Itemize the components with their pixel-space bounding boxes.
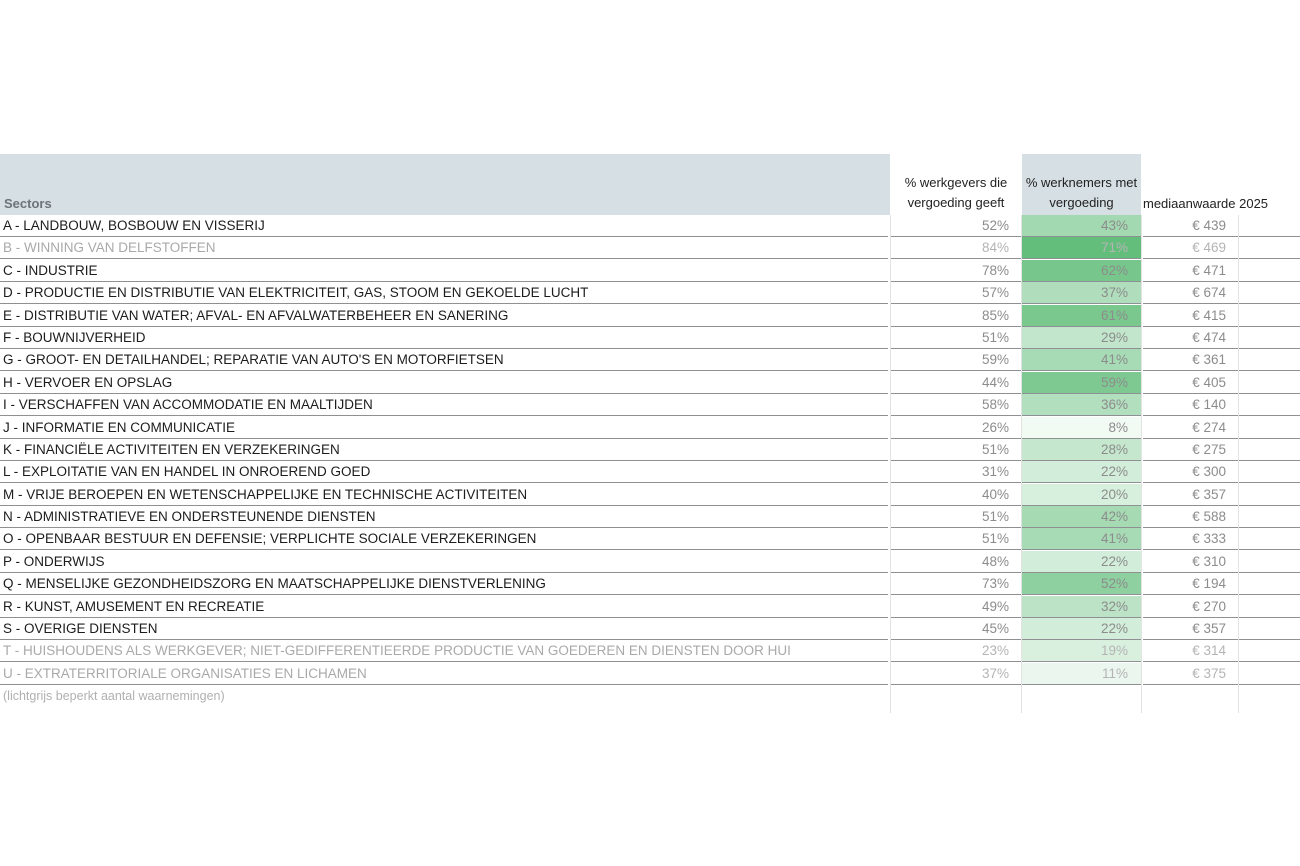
data-table: [0, 154, 1300, 707]
table-row: [0, 260, 1300, 282]
table-row: [0, 663, 1300, 685]
median-value: € 194: [1192, 576, 1226, 592]
sectors-header-background: [0, 154, 890, 215]
table-row: [0, 305, 1300, 327]
sector-name: A - LANDBOUW, BOSBOUW EN VISSERIJ: [3, 218, 265, 233]
employers-pct: 51%: [981, 531, 1009, 547]
sector-name: F - BOUWNIJVERHEID: [3, 329, 146, 345]
employers-pct: 51%: [981, 441, 1009, 457]
table-row: [0, 484, 1300, 506]
employees-pct: 11%: [1101, 665, 1128, 681]
column-gridline: [1141, 215, 1142, 713]
employees-pct: 19%: [1100, 643, 1128, 659]
column-gridline: [1021, 215, 1022, 713]
sector-name: U - EXTRATERRITORIALE ORGANISATIES EN LICHAMEN: [3, 665, 367, 681]
table-footer: [0, 685, 1300, 707]
median-value: € 588: [1192, 509, 1226, 525]
employees-pct: 42%: [1100, 509, 1128, 525]
median-value: € 469: [1192, 240, 1226, 256]
median-value: € 361: [1192, 352, 1226, 368]
employers-pct: 23%: [981, 643, 1009, 659]
employers-pct: 51%: [981, 329, 1009, 345]
median-value: € 474: [1192, 329, 1226, 345]
table-row: [0, 282, 1300, 304]
median-value: € 415: [1192, 307, 1226, 323]
employees-pct: 61%: [1100, 307, 1128, 323]
employers-pct: 51%: [981, 509, 1009, 525]
column-gridline: [1238, 215, 1239, 713]
employees-column-header: % werknemers met vergoeding: [1025, 175, 1138, 210]
table-row: [0, 640, 1300, 662]
table-row: [0, 618, 1300, 640]
employees-pct: 36%: [1100, 397, 1128, 413]
table-body: [0, 215, 1300, 685]
table-row: [0, 394, 1300, 416]
table-row: [0, 439, 1300, 461]
employers-pct: 40%: [981, 486, 1009, 502]
sector-name: C - INDUSTRIE: [3, 262, 98, 278]
employers-pct: 37%: [981, 665, 1009, 681]
employees-pct: 28%: [1100, 441, 1128, 457]
employees-pct: 8%: [1108, 419, 1128, 435]
sector-name: T - HUISHOUDENS ALS WERKGEVER; NIET-GEDIFFERENTIEERDE PRODUCTIE VAN GOEDEREN EN DIENSTEN DOOR HUI: [3, 643, 791, 659]
sector-name: B - WINNING VAN DELFSTOFFEN: [3, 240, 216, 256]
sector-name: P - ONDERWIJS: [3, 553, 105, 569]
employers-pct: 57%: [981, 285, 1009, 301]
column-gridline: [890, 215, 891, 713]
employers-pct: 59%: [981, 352, 1009, 368]
sector-name: M - VRIJE BEROEPEN EN WETENSCHAPPELIJKE EN TECHNISCHE ACTIVITEITEN: [3, 486, 528, 502]
employees-pct: 22%: [1100, 553, 1128, 569]
footnote: (lichtgrijs beperkt aantal waarnemingen): [3, 689, 225, 704]
sector-name: D - PRODUCTIE EN DISTRIBUTIE VAN ELEKTRICITEIT, GAS, STOOM EN GEKOELDE LUCHT: [3, 285, 589, 301]
sector-name: I - VERSCHAFFEN VAN ACCOMMODATIE EN MAALTIJDEN: [3, 397, 373, 413]
sector-name: K - FINANCIËLE ACTIVITEITEN EN VERZEKERINGEN: [3, 441, 340, 457]
median-value: € 310: [1192, 553, 1226, 569]
employers-pct: 84%: [981, 240, 1009, 256]
employers-pct: 45%: [981, 621, 1009, 637]
employers-pct: 58%: [981, 397, 1009, 413]
table-row: [0, 349, 1300, 371]
employers-pct: 52%: [981, 218, 1009, 233]
employees-pct: 20%: [1100, 486, 1128, 502]
median-value: € 405: [1192, 374, 1226, 390]
sector-name: L - EXPLOITATIE VAN EN HANDEL IN ONROEREND GOED: [3, 464, 371, 480]
sector-name: Q - MENSELIJKE GEZONDHEIDSZORG EN MAATSCHAPPELIJKE DIENSTVERLENING: [3, 576, 546, 592]
median-value: € 674: [1192, 285, 1226, 301]
employees-pct: 59%: [1100, 374, 1128, 390]
employees-pct: 41%: [1100, 531, 1128, 547]
median-value: € 314: [1192, 643, 1226, 659]
median-value: € 274: [1192, 419, 1226, 435]
table-row: [0, 461, 1300, 483]
employees-pct: 52%: [1100, 576, 1128, 592]
table-row: [0, 237, 1300, 259]
employees-pct: 43%: [1100, 218, 1128, 233]
sector-name: H - VERVOER EN OPSLAG: [3, 374, 173, 390]
employers-column-header: % werkgevers die vergoeding geeft: [904, 175, 1008, 210]
median-value: € 140: [1192, 397, 1226, 413]
median-value: € 300: [1192, 464, 1226, 480]
employees-pct: 71%: [1100, 240, 1128, 256]
median-value: € 333: [1192, 531, 1226, 547]
table-row: [0, 372, 1300, 394]
table-row: [0, 327, 1300, 349]
sector-name: S - OVERIGE DIENSTEN: [3, 621, 158, 637]
employees-pct: 41%: [1100, 352, 1128, 368]
table-row: [0, 596, 1300, 618]
table-row: [0, 573, 1300, 595]
sector-name: E - DISTRIBUTIE VAN WATER; AFVAL- EN AFVALWATERBEHEER EN SANERING: [3, 307, 509, 323]
employers-pct: 48%: [981, 553, 1009, 569]
employers-pct: 78%: [981, 262, 1009, 278]
employers-pct: 31%: [981, 464, 1009, 480]
sector-name: J - INFORMATIE EN COMMUNICATIE: [3, 419, 235, 435]
median-value: € 375: [1192, 665, 1226, 681]
median-column-header: mediaanwaarde 2025: [1143, 196, 1269, 211]
sectors-column-header: Sectors: [4, 196, 52, 211]
employees-pct: 29%: [1100, 329, 1128, 345]
table-header: [0, 154, 1300, 215]
employees-pct: 37%: [1100, 285, 1128, 301]
sector-name: G - GROOT- EN DETAILHANDEL; REPARATIE VAN AUTO'S EN MOTORFIETSEN: [3, 352, 504, 368]
median-value: € 270: [1192, 598, 1226, 614]
employers-pct: 73%: [981, 576, 1009, 592]
median-value: € 471: [1192, 262, 1226, 278]
employees-pct: 62%: [1100, 262, 1128, 278]
employers-pct: 85%: [981, 307, 1009, 323]
employees-pct: 32%: [1100, 598, 1128, 614]
median-value: € 275: [1192, 441, 1226, 457]
sector-name: N - ADMINISTRATIEVE EN ONDERSTEUNENDE DIENSTEN: [3, 509, 376, 525]
table-row: [0, 215, 1300, 237]
table-row: [0, 417, 1300, 439]
table-row: [0, 551, 1300, 573]
sector-name: R - KUNST, AMUSEMENT EN RECREATIE: [3, 598, 265, 614]
median-value: € 357: [1192, 486, 1226, 502]
sector-name: O - OPENBAAR BESTUUR EN DEFENSIE; VERPLICHTE SOCIALE VERZEKERINGEN: [3, 531, 537, 547]
employers-pct: 49%: [981, 598, 1009, 614]
employees-pct: 22%: [1100, 621, 1128, 637]
employees-pct: 22%: [1100, 464, 1128, 480]
table-row: [0, 528, 1300, 550]
median-value: € 439: [1192, 218, 1226, 233]
employers-pct: 44%: [981, 374, 1009, 390]
table-row: [0, 506, 1300, 528]
median-value: € 357: [1192, 621, 1226, 637]
employers-pct: 26%: [981, 419, 1009, 435]
